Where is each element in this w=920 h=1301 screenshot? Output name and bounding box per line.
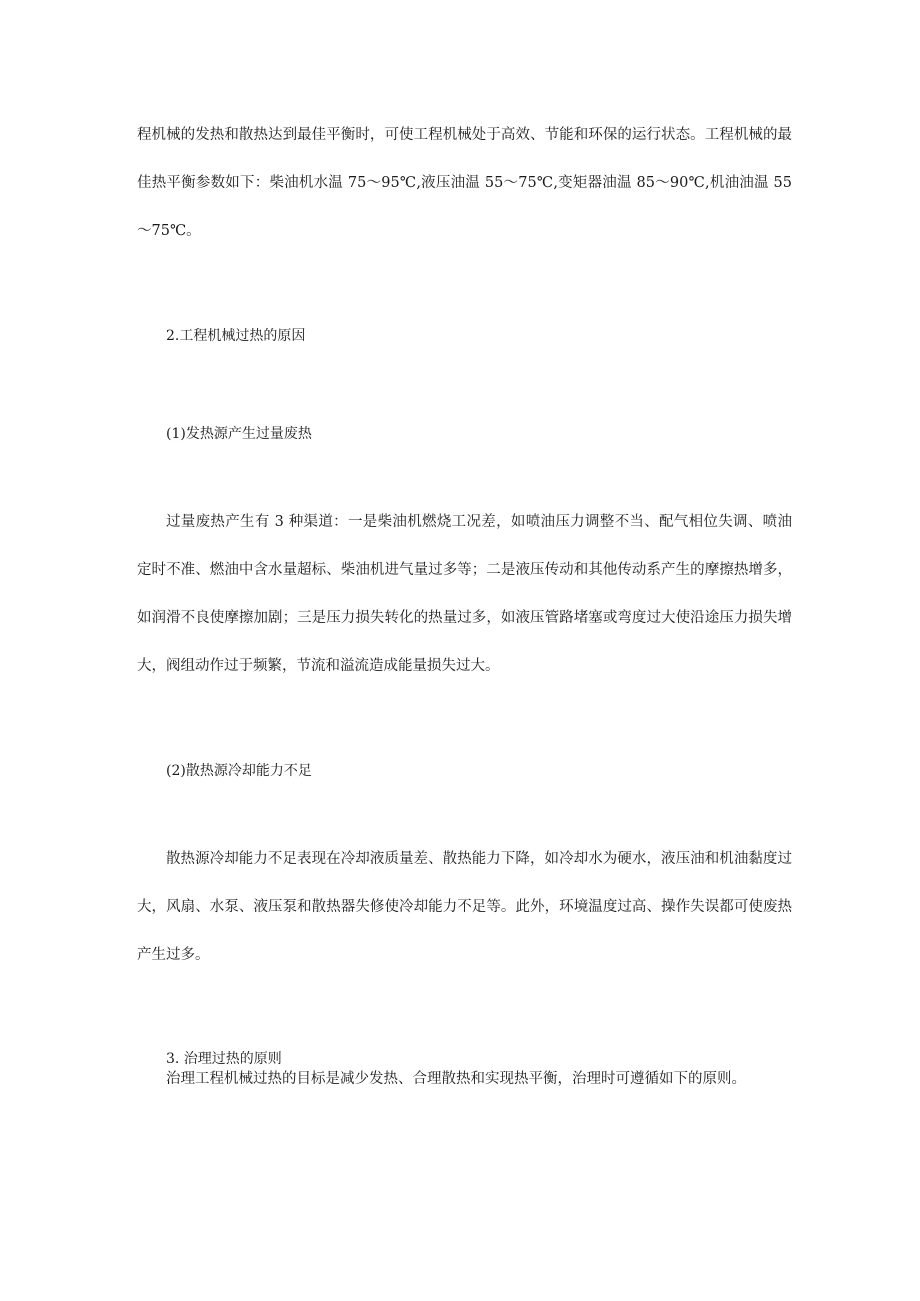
- section-3-heading: 3. 治理过热的原则: [166, 1051, 282, 1067]
- section-2-heading: 2.工程机械过热的原因: [166, 328, 306, 344]
- subsection-1-heading: (1)发热源产生过量废热: [166, 426, 312, 442]
- intro-paragraph: 程机械的发热和散热达到最佳平衡时，可使工程机械处于高效、节能和环保的运行状态。工程机械的最佳热平衡参数如下：柴油机水温 75～95℃,液压油温 55～75℃,变矩器油温 85～90℃,机油油温 55～75℃。: [137, 127, 792, 239]
- subsection-1-paragraph: 过量废热产生有 3 种渠道：一是柴油机燃烧工况差，如喷油压力调整不当、配气相位失调、喷油定时不准、燃油中含水量超标、柴油机进气量过多等；二是液压传动和其他传动系产生的摩擦热增多，如润滑不良使摩擦加剧；三是压力损失转化的热量过多，如液压管路堵塞或弯度过大使沿途压力损失增大，阀组动作过于频繁，节流和溢流造成能量损失过大。: [137, 514, 792, 674]
- subsection-2-heading: (2)散热源冷却能力不足: [166, 763, 312, 779]
- subsection-2-paragraph: 散热源冷却能力不足表现在冷却液质量差、散热能力下降，如冷却水为硬水，液压油和机油黏度过大，风扇、水泵、液压泵和散热器失修使冷却能力不足等。此外，环境温度过高、操作失误都可使废热产生过多。: [137, 851, 792, 963]
- section-3-paragraph: 治理工程机械过热的目标是减少发热、合理散热和实现热平衡，治理时可遵循如下的原则。: [166, 1071, 746, 1087]
